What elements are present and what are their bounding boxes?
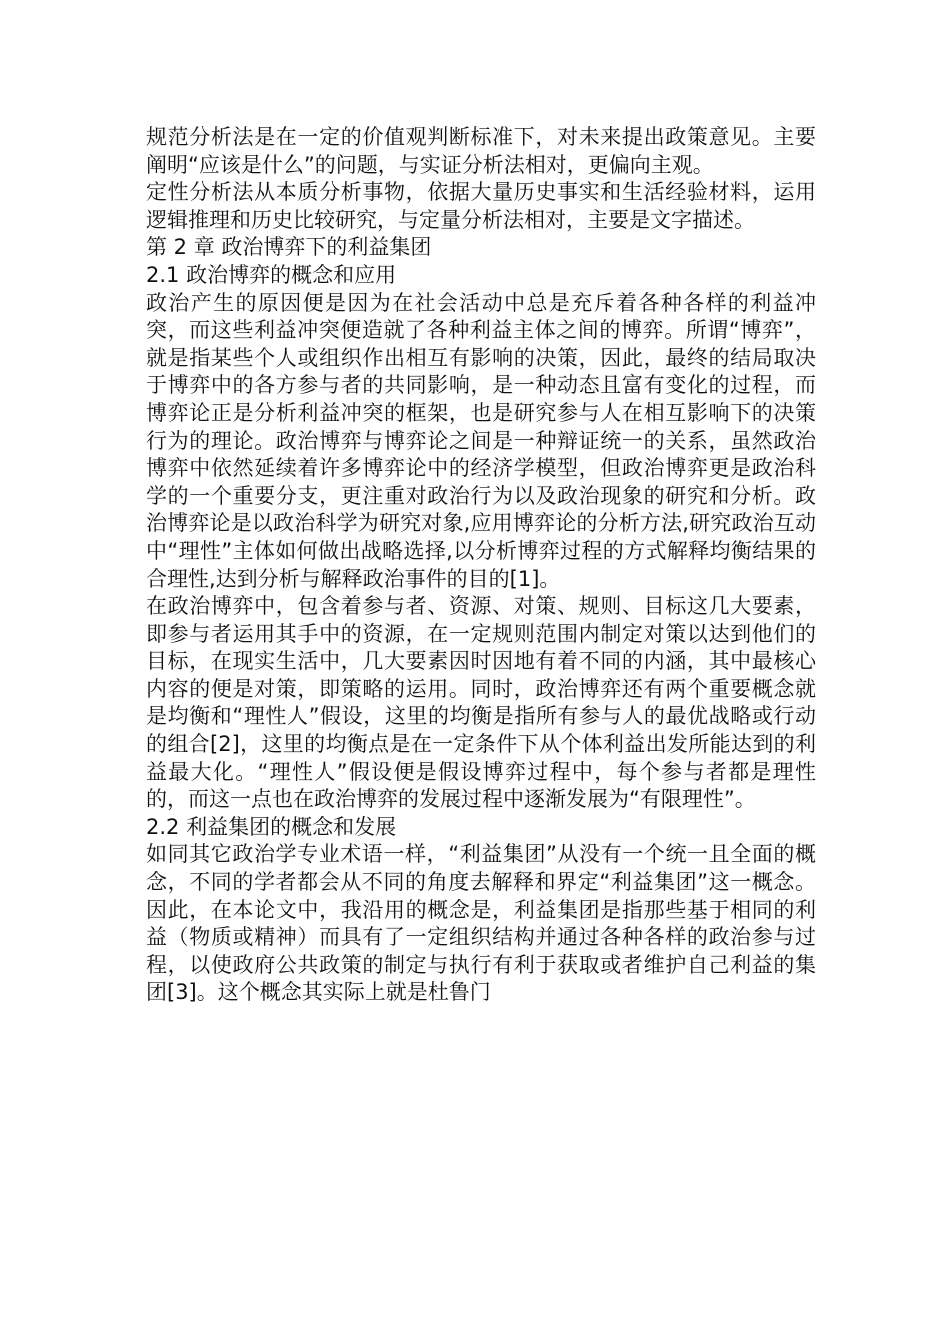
chapter-heading: 第 2 章 政治博弈下的利益集团: [146, 235, 432, 260]
section-heading-2-1: 2.1 政治博弈的概念和应用: [146, 262, 397, 287]
paragraph-interest-group-concept: 如同其它政治学专业术语一样，“利益集团”从没有一个统一且全面的概念，不同的学者都会从不同的角度去解释和界定“利益集团”这一概念。因此，在本论文中，我沿用的概念是，利益集团是指那些基于相同的利益（物质或精神）而具有了一定组织结构并通过各种各样的政治参与过程，以使政府公共政策的制定与执行有利于获取或者维护自己利益的集团[3]。这个概念其实际上就是杜鲁门: [146, 842, 816, 1005]
section-heading-2-2: 2.2 利益集团的概念和发展: [146, 814, 397, 839]
paragraph-game-elements: 在政治博弈中，包含着参与者、资源、对策、规则、目标这几大要素，即参与者运用其手中的资源，在一定规则范围内制定对策以达到他们的目标，在现实生活中，几大要素因时因地有着不同的内涵，其中最核心内容的便是对策，即策略的运用。同时，政治博弈还有两个重要概念就是均衡和“理性人”假设，这里的均衡是指所有参与人的最优战略或行动的组合[2]，这里的均衡点是在一定条件下从个体利益出发所能达到的利益最大化。“理性人”假设便是假设博弈过程中，每个参与者都是理性的，而这一点也在政治博弈的发展过程中逐渐发展为“有限理性”。: [146, 594, 816, 812]
document-body: [146, 124, 816, 1007]
paragraph-qualitative-analysis: 定性分析法从本质分析事物，依据大量历史事实和生活经验材料，运用逻辑推理和历史比较研究，与定量分析法相对，主要是文字描述。: [146, 180, 816, 232]
paragraph-political-game: 政治产生的原因便是因为在社会活动中总是充斥着各种各样的利益冲突，而这些利益冲突便造就了各种利益主体之间的博弈。所谓“博弈”，就是指某些个人或组织作出相互有影响的决策，因此，最终的结局取决于博弈中的各方参与者的共同影响，是一种动态且富有变化的过程，而博弈论正是分析利益冲突的框架，也是研究参与人在相互影响下的决策行为的理论。政治博弈与博弈论之间是一种辩证统一的关系，虽然政治博弈中依然延续着许多博弈论中的经济学模型，但政治博弈更是政治科学的一个重要分支，更注重对政治行为以及政治现象的研究和分析。政治博弈论是以政治科学为研究对象,应用博弈论的分析方法,研究政治互动中“理性”主体如何做出战略选择,以分析博弈过程的方式解释均衡结果的合理性,达到分析与解释政治事件的目的[1]。: [146, 290, 816, 591]
paragraph-normative-analysis: 规范分析法是在一定的价值观判断标准下，对未来提出政策意见。主要阐明“应该是什么”的问题，与实证分析法相对，更偏向主观。: [146, 125, 816, 177]
